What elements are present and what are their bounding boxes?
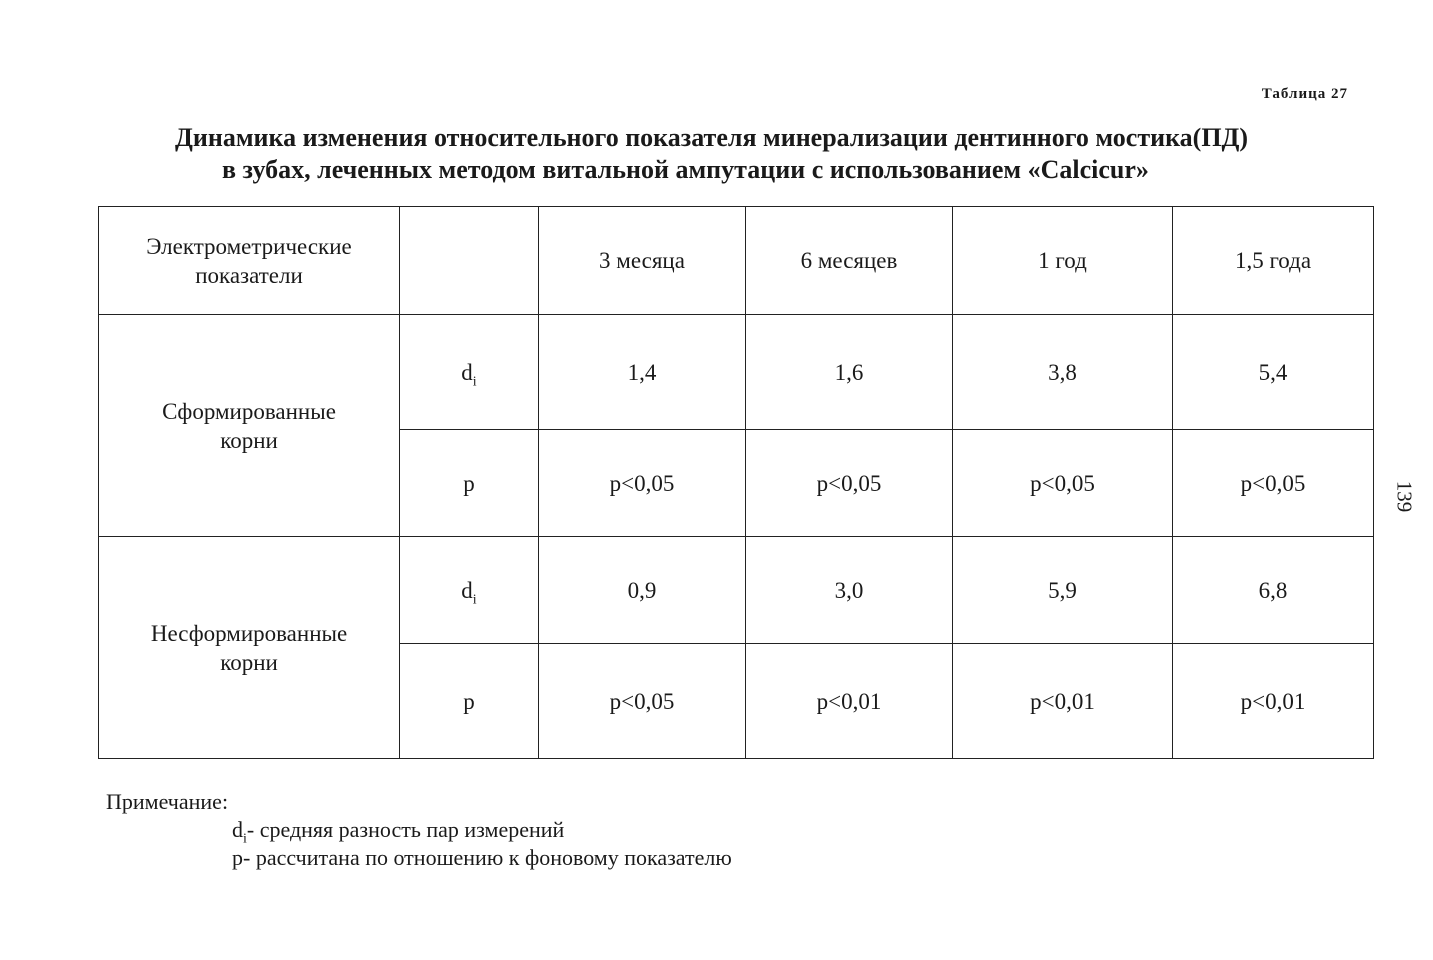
header-cell-period: 1 год	[953, 207, 1173, 315]
value-cell: p<0,05	[953, 430, 1173, 537]
value-cell: p<0,05	[539, 644, 746, 759]
value-cell: p<0,01	[953, 644, 1173, 759]
group-name-line-1: Сформированные	[162, 398, 336, 424]
value-cell: 3,0	[746, 537, 953, 644]
value-cell: 5,4	[1173, 315, 1374, 430]
value-cell: 6,8	[1173, 537, 1374, 644]
data-table	[98, 206, 1374, 759]
table-row	[99, 537, 1374, 644]
di-subscript: i	[472, 592, 477, 608]
header-cell-period: 6 месяцев	[746, 207, 953, 315]
value-cell: 0,9	[539, 537, 746, 644]
header-indicators-line-2: показатели	[195, 262, 303, 288]
value-cell: p<0,01	[746, 644, 953, 759]
value-cell: 5,9	[953, 537, 1173, 644]
note-heading: Примечание:	[106, 789, 229, 814]
group-name-line-1: Несформированные	[150, 620, 348, 646]
value-cell: 3,8	[953, 315, 1173, 430]
di-letter: d	[461, 577, 473, 603]
header-cell-period: 3 месяца	[539, 207, 746, 315]
header-indicators-line-1: Электрометрические	[146, 233, 352, 259]
note-di-text: - средняя разность пар измерений	[246, 817, 565, 842]
value-cell: p<0,05	[1173, 430, 1374, 537]
page-number: 139	[1392, 480, 1417, 513]
table-title-line-1: Динамика изменения относительного показателя минерализации дентинного мостика(ПД)	[175, 123, 1249, 152]
note-di-subscript: i	[243, 831, 247, 847]
metric-label-cell	[400, 537, 539, 644]
value-cell: p<0,05	[746, 430, 953, 537]
group-name-cell	[99, 315, 400, 537]
header-cell-indicators	[99, 207, 400, 315]
note-di-letter: d	[232, 817, 243, 842]
note-di-line	[232, 816, 565, 847]
table-title-line-2: в зубах, леченных методом витальной ампутации с использованием «Calcicur»	[222, 155, 1149, 184]
metric-label-cell	[400, 315, 539, 430]
value-cell: 1,6	[746, 315, 953, 430]
group-name-cell	[99, 537, 400, 759]
table-row	[99, 315, 1374, 430]
group-name-line-2: корни	[220, 649, 278, 675]
metric-label-cell: p	[400, 644, 539, 759]
header-cell-metric	[400, 207, 539, 315]
table-number-label: Таблица 27	[1261, 86, 1348, 102]
metric-label-cell: p	[400, 430, 539, 537]
note-p-line: p- рассчитана по отношению к фоновому показателю	[232, 845, 732, 870]
table-header-row	[99, 207, 1374, 315]
header-cell-period: 1,5 года	[1173, 207, 1374, 315]
value-cell: p<0,01	[1173, 644, 1374, 759]
di-subscript: i	[472, 374, 477, 390]
value-cell: p<0,05	[539, 430, 746, 537]
value-cell: 1,4	[539, 315, 746, 430]
group-name-line-2: корни	[220, 427, 278, 453]
di-letter: d	[461, 359, 473, 385]
